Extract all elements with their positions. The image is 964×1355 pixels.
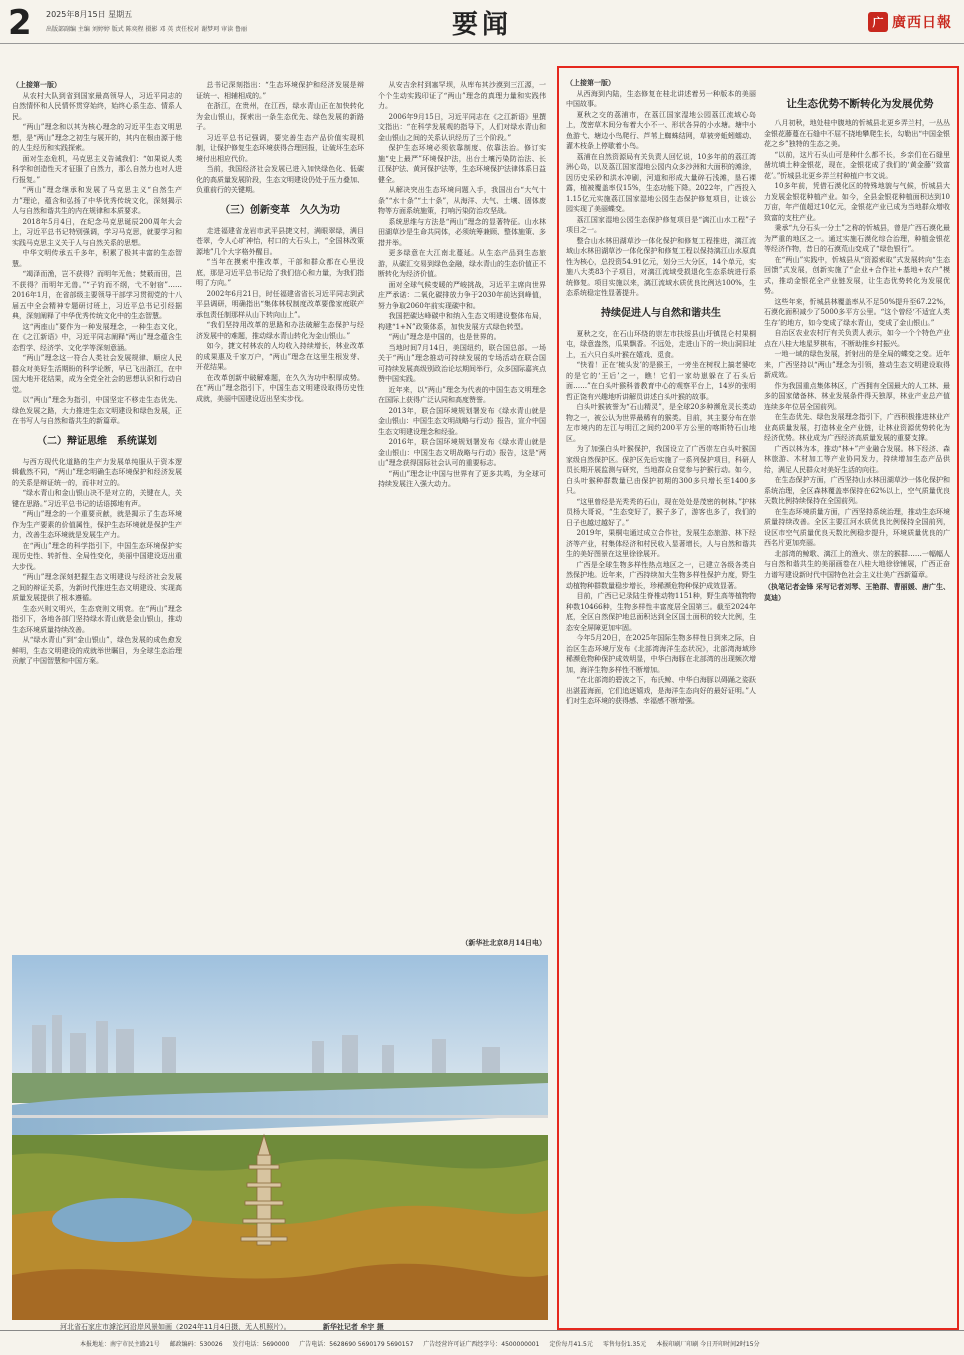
footer-phone: 发行电话：5690000 [232, 1340, 290, 1348]
paragraph: 总书记深刻指出：“生态环境保护和经济发展是辩证统一、相辅相成的。” [196, 81, 364, 100]
paragraph: 更多绿意在大江南北蔓延。从生态产品到生态旅游，从碳汇交易到绿色金融，绿水青山的生态价值正不断转化为经济价值。 [378, 249, 546, 278]
paragraph: 近年来，以“两山”理念为代表的中国生态文明理念在国际上获得广泛认同和高度赞誉。 [378, 385, 546, 404]
paragraph: 10多年前，凭借石漠化区的特殊地貌与气候，忻城县大力发展金银花种植产业。如今，全县金银花种植面积达到10万亩，年产值超过10亿元，金银花产业已成为当地群众增收致富的支柱产业。 [764, 182, 950, 222]
paragraph: 在生态优先、绿色发展理念指引下，广西积极推进林业产业高质量发展，打造林业全产业链，让林业资源优势转化为经济优势。林业成为广西经济高质量发展的重要支撑。 [764, 413, 950, 442]
footer-ad-phone: 广告电话：5628690 5690179 5690157 [299, 1340, 414, 1348]
paragraph: 在改革创新中破解难题，在久久为功中积厚成势。在“两山”理念指引下，中国生态文明建设取得历史性成就，美丽中国建设迈出坚实步伐。 [196, 373, 364, 403]
editor-credits: 出版部副编 主编 刘婷婷 版式 陈奕程 摄影 邓 英 责任校对 谢梦珂 审读 鲁丽 [46, 26, 247, 33]
paragraph: 习近平总书记强调，要完善生态产品价值实现机制，让保护修复生态环境获得合理回报，让破坏生态环境付出相应代价。 [196, 133, 364, 163]
left-article-column-1 [12, 80, 182, 952]
paragraph: 走进福建省龙岩市武平县捷文村，满眼翠绿，满目苍翠，令人心旷神怡，村口的大石头上，“全国林改策源地”几个大字格外醒目。 [196, 226, 364, 256]
paragraph: 2002年6月21日，时任福建省省长习近平同志到武平县调研，明确指出“集体林权制度改革要像家庭联产承包责任制那样从山下转向山上”。 [196, 289, 364, 319]
paragraph: 荔浦在自然资源局有关负责人回忆说，10多年前的荔江湾洲心岛，以及荔江国家湿地公园内众多沙洲和大面积的滩涂，因历史采砂和洪水冲刷，河道和形成大量碎石浅滩，垦石裸露，植被覆盖率仅15%，生态功能下降。2022年，广西投入1.15亿元实施荔江国家湿地公园生态保护修复项目，让该公园实现了美丽蝶变。 [566, 152, 756, 213]
paragraph: 2013年，联合国环境规划署发布《绿水青山就是金山银山：中国生态文明战略与行动》报告，宣介中国生态文明建设理念和经验。 [378, 406, 546, 436]
paragraph: 从安吉余村到塞罕坝，从库布其沙漠到三江源，一个个生动实践印证了“两山”理念的真理力量和实践伟力。 [378, 81, 546, 110]
paragraph: 生态兴则文明兴，生态衰则文明衰。在“两山”理念指引下，各地各部门坚持绿水青山就是金山银山，推动生态环境质量持续改善。 [12, 604, 182, 634]
left-part3 [196, 80, 364, 196]
right-article-column-1 [566, 78, 756, 1326]
article-byline: （执笔记者金锋 采写记者刘琴、王艳群、曹丽媛、唐广生、莫迪） [764, 582, 950, 602]
paragraph: 如今，捷文村林农的人均收入持续增长，林业改革的成果惠及千家万户，“两山”理念在这里生根发芽、开花结果。 [196, 342, 364, 371]
photo-caption-text: 河北省石家庄市滹沱河沿岸风景如画（2024年11月4日摄，无人机照片）。 [60, 1323, 291, 1331]
footer-license: 广告经营许可证广西经字号：4500000001 [423, 1340, 540, 1348]
paragraph: “我们坚持用改革的思路和办法破解生态保护与经济发展中的难题，推动绿水青山转化为金山银山。” [196, 321, 364, 340]
paragraph: 八月初秋，地处桂中腹地的忻城县北更乡弄兰村，一丛丛金银花藤蔓在石缝中不屈不挠地攀爬生长，勾勒出“中国金银花之乡”独特的生态之美。 [764, 119, 950, 148]
riverside-photo-image [12, 955, 548, 1320]
right-continued-tag: （上接第一版） [566, 78, 615, 87]
right-article-column-2 [764, 118, 950, 1326]
left-part5 [378, 80, 546, 332]
paragraph: 北部湾的鲸歌、漓江上的渔火、崇左的猴群……一幅幅人与自然和谐共生的美丽画卷在八桂大地徐徐铺展，广西正奋力谱写建设新时代中国特色社会主义壮美广西新篇章。 [764, 549, 950, 579]
footer-printer: 本报印刷厂印刷 今日开印时间2时15分 [656, 1340, 760, 1348]
paragraph: “两山”理念的一个重要贡献，就是揭示了生态环境作为生产要素的价值属性，保护生态环境就是保护生产力，改善生态环境就是发展生产力。 [12, 510, 182, 539]
paragraph: “以前，这片石头山可是种什么都不长，乡亲们在石缝里凿坑填土种金银花，现在，金银花成了我们的‘黄金藤’‘致富花’。”忻城县北更乡弄兰村种植户韦文说。 [764, 150, 950, 180]
section-title: 要闻 [452, 10, 513, 40]
paragraph: 中华文明传承五千多年，积累了极其丰富的生态智慧。 [12, 249, 182, 268]
paragraph: 夏秋之交，在石山环绕的崇左市扶绥县山圩镇昆仑村果桐屯，绿意盎然，瓜果飘香。不远处，走进山下的一块山洞旧址上，五六只白头叶猴在嬉戏、觅食。 [566, 329, 756, 359]
paragraph: 荔江国家湿地公园生态保护修复项目是“漓江山水工程”子项目之一。 [566, 215, 756, 234]
footer-price: 定价每月41.5元 [549, 1340, 593, 1348]
logo-text: 廣西日報 [892, 15, 952, 31]
paragraph: 在生态环境质量方面，广西坚持系统治理，推动生态环境质量持续改善。全区主要江河水质优良比例保持全国前列，设区市空气质量优良天数比例稳步提升，环境质量优良的广西名片更加亮丽。 [764, 507, 950, 547]
paragraph: 当地时间7月14日，美国纽约，联合国总部。一场关于“两山”理念推动可持续发展的专场活动在联合国可持续发展高级别政治论坛期间举行，众多国际嘉宾点赞中国实践。 [378, 343, 546, 383]
paragraph: “绿水青山和金山银山决不是对立的，关键在人，关键在思路。”习近平总书记的话语掷地有声。 [12, 489, 182, 508]
paragraph: “竭泽而渔，岂不获得？而明年无鱼；焚薮而田，岂不获得？而明年无兽。”“子钓而不纲，弋不射宿”……2016年1月，在省部级主要领导干部学习贯彻党的十八届五中全会精神专题研讨班上，习近平总书记引经据典，深刻阐释了中华优秀传统文化中的生态智慧。 [12, 270, 182, 320]
issue-date: 2025年8月15日 星期五 [46, 10, 133, 19]
paragraph: “当年在摸索中推改革，干部和群众都在心里没底，那是习近平总书记给了我们信心和力量，为我们指明了方向。” [196, 258, 364, 287]
paragraph: 这些年来，忻城县林覆盖率从不足50%提升至67.22%，石漠化面积减少了5000多平方公里。“这个曾经‘不适宜人类生存’的地方，如今变成了绿水青山，变成了金山银山。” [764, 297, 950, 327]
page-footer [0, 1330, 964, 1355]
paragraph: 在生态保护方面，广西坚持山水林田湖草沙一体化保护和系统治理，全区森林覆盖率保持在62%以上，空气质量优良天数比例持续保持在全国前列。 [764, 476, 950, 505]
paragraph: 与西方现代化道路的生产力发展单纯服从于资本逻辑截然不同，“两山”理念明确生态环境保护和经济发展的关系是辩证统一的，而非对立的。 [12, 457, 182, 487]
footer-postcode: 邮政编码：530026 [169, 1340, 223, 1348]
paragraph: 从农村大队到省到国家最高领导人，习近平同志的自然情怀和人民情怀贯穿始终，始终心系生态、情系人民。 [12, 91, 182, 121]
right-part-b [764, 118, 950, 580]
paragraph: 在“两山”实践中，忻城县从“资源索取”式发展转向“生态回馈”式发展，创新实施了“企业+合作社+基地+农户”模式，推动金银花全产业链发展，让生态优势转化为发展优势。 [764, 255, 950, 295]
left-article-column-2 [196, 80, 364, 952]
paragraph: 2006年9月15日，习近平同志在《之江新语》里撰文指出：“在科学发展观的指导下，人们对绿水青山和金山银山之间的关系认识经历了三个阶段。” [378, 112, 546, 142]
paragraph: “两山”理念继承和发展了马克思主义“自然生产力”理论，蕴含和弘扬了中华优秀传统文化，深刻揭示人与自然和谐共生的内在规律和本质要求。 [12, 186, 182, 215]
paragraph: 这“两座山”要作为一种发展理念，一种生态文化，在《之江新语》中，习近平同志阐释“两山”理念蕴含生态哲学、经济学、文化学等深刻意涵。 [12, 322, 182, 352]
paragraph: “两山”理念这一符合人类社会发展规律、顺应人民群众对美好生活期盼的科学论断，早已飞出浙江，在中国大地开花结果，成为全党全社会的思想认识和行动自觉。 [12, 354, 182, 394]
paragraph: 2016年，联合国环境规划署发布《绿水青山就是金山银山：中国生态文明战略与行动》报告，这是“两山”理念获得国际社会认可的重要标志。 [378, 438, 546, 467]
paragraph: 在浙江，在贵州，在江西，绿水青山正在加快转化为金山银山，探索出一条生态优先、绿色发展的新路子。 [196, 102, 364, 131]
paragraph: 白头叶猴被誉为“石山精灵”，是全球20多种濒危灵长类动物之一，被公认为世界最稀有的猴类。目前，其主要分布在崇左市境内的左江与明江之间约200平方公里的喀斯特石山地区。 [566, 403, 756, 443]
paragraph: 我国把碳达峰碳中和纳入生态文明建设整体布局，构建“1+N”政策体系，加快发展方式绿色转型。 [378, 312, 546, 331]
paragraph: 从西海到内陆，生态修复在桂北讲述着另一种版本的美丽中国故事。 [566, 89, 756, 108]
left-part2 [12, 457, 182, 667]
paragraph: 2019年，果桐屯通过成立合作社，发展生态旅游、林下经济等产业，村集体经济和村民收入显著增长，人与自然和谐共生的美好图景在这里徐徐展开。 [566, 529, 756, 558]
paragraph: 从“绿水青山”到“金山银山”，绿色发展的成色愈发鲜明，生态文明建设的成就举世瞩目，为全球生态治理贡献了中国智慧和中国方案。 [12, 636, 182, 665]
paragraph: 当前，我国经济社会发展已进入加快绿色化、低碳化的高质量发展阶段，生态文明建设仍处于压力叠加、负重前行的关键期。 [196, 165, 364, 194]
paragraph: 秉承“九分石头一分土”之称的忻城县，曾是广西石漠化最为严重的地区之一。通过实施石漠化综合治理，种植金银花等经济作物，昔日的石漠荒山变成了“绿色银行”。 [764, 224, 950, 253]
paragraph: 目前，广西已记录陆生脊椎动物1151种，野生高等植物物种数10466种，生物多样性丰富度居全国第三。截至2024年底，全区自然保护地总面积达到全区国土面积的较大比例，生态安全屏障更加牢固。 [566, 592, 756, 632]
paragraph: 作为我国重点集体林区，广西拥有全国最大的人工林、最多的国家储备林、林业发展条件得天独厚，林业产业总产值连续多年位居全国前列。 [764, 381, 950, 411]
paragraph: 系统思维与方法是“两山”理念的显著特征。山水林田湖草沙是生命共同体，必须统筹兼顾、整体施策、多措并举。 [378, 217, 546, 247]
left-part6 [378, 332, 546, 490]
right-subhead: 持续促进人与自然和谐共生 [601, 307, 721, 319]
paragraph: 面对全球气候变暖的严峻挑战，习近平主席向世界庄严承诺：二氧化碳排放力争于2030年前达到峰值，努力争取2060年前实现碳中和。 [378, 280, 546, 310]
paragraph: 2018年5月4日，在纪念马克思诞辰200周年大会上，习近平总书记特别强调，学习马克思，就要学习和实践马克思主义关于人与自然关系的思想。 [12, 217, 182, 247]
paragraph: 自治区农业农村厅有关负责人表示，如今一个个特色产业点在八桂大地星罗棋布，不断助推乡村振兴。 [764, 329, 950, 348]
page-number: 2 [8, 3, 32, 43]
right-part-a2 [566, 329, 756, 707]
subhead-3: （三）创新变革 久久为功 [220, 204, 340, 216]
left-part4 [196, 226, 364, 405]
paragraph: 今年5月20日，在2025年国际生物多样性日到来之际，自治区生态环境厅发布《北部湾海洋生态状况》，北部湾海域珍稀濒危物种保护成效明显，中华白海豚在北部湾的出现频次增加，海洋生物多样性不断增加。 [566, 634, 756, 674]
paragraph: 为了加强白头叶猴保护，我国设立了广西崇左白头叶猴国家级自然保护区。保护区先后实施了一系列保护项目，科研人员长期开展监测与研究，当地群众自觉参与护猴行动。如今，白头叶猴种群数量已由保护初期的300多只增长至1400多只。 [566, 445, 756, 495]
riverside-photo [12, 955, 548, 1320]
paragraph: “两山”理念是中国的，也是世界的。 [388, 333, 501, 341]
left-dateline: （新华社北京8月14日电） [461, 938, 546, 947]
paragraph: 面对生态危机，马克思主义告诫我们：“如果说人类科学和创造性天才征服了自然力，那么自然力也对人进行报复。” [12, 154, 182, 184]
paragraph: 从解决突出生态环境问题入手，我国出台“大气十条”“水十条”“土十条”，从海洋、大气、土壤、固体废物等方面系统施策，打响污染防治攻坚战。 [378, 186, 546, 215]
paragraph: 保护生态环境必须依靠制度、依靠法治。修订实施“史上最严”环境保护法，出台土壤污染防治法、长江保护法、黄河保护法等，生态环境保护法律体系日益健全。 [378, 144, 546, 184]
left-part1 [12, 91, 182, 427]
logo-seal-icon: 广 [868, 12, 888, 32]
paragraph: 一地一域的绿色发展，折射出的是全局的蝶变之变。近年来，广西坚持以“两山”理念为引领，推动生态文明建设取得新成效。 [764, 350, 950, 379]
paragraph: 广西是全球生物多样性热点地区之一，已建立各级各类自然保护地。近年来，广西持续加大生物多样性保护力度，野生动植物种群数量稳步增长，珍稀濒危物种保护成效显著。 [566, 560, 756, 590]
paragraph: “这里曾经是光秃秃的石山，现在处处是茂密的树林。”护林员杨大哥说，“生态变好了，猴子多了，游客也多了，我们的日子也越过越好了。” [566, 497, 756, 527]
masthead [0, 0, 964, 44]
photo-credit: 新华社记者 牟宇 摄 [322, 1323, 384, 1331]
paragraph: “两山”理念和以其为核心理念的习近平生态文明思想，是“两山”理念之初生与展开的，其内在根由源于他的人生经历和实践探索。 [12, 123, 182, 152]
footer-retail: 零售每份1.35元 [602, 1340, 647, 1348]
continued-tag: （上接第一版） [12, 80, 61, 89]
right-article-title: 让生态优势不断转化为发展优势 [786, 98, 934, 110]
paragraph: 在“两山”理念的科学指引下，中国生态环境保护实现历史性、转折性、全局性变化，美丽中国建设迈出重大步伐。 [12, 541, 182, 571]
paragraph: “在北部湾的碧波之下，布氏鲸、中华白海豚以碍踊之姿跃出湛蓝海面，它们追逐嬉戏，是海洋生态向好的最好证明。”人们对生态环境的获得感、幸福感不断增强。 [566, 676, 756, 705]
paragraph: “两山”理念让中国与世界有了更多共鸣，为全球可持续发展注入强大动力。 [378, 469, 546, 488]
paragraph: 夏秋之交的荔浦市，在荔江国家湿地公园荔江流域心岛上，茂密草木间分布着大小不一、形状各异的小水塘。塘中小鱼游弋、塘边小鸟爬行、芦苇上蜘蛛结网，草被旁蚯蚓蠕动、灌木枝条上停歇着小鸟。 [566, 110, 756, 150]
paragraph: 以“两山”理念为指引，中国坚定不移走生态优先、绿色发展之路，大力推进生态文明建设和绿色发展，正在书写人与自然和谐共生的新篇章。 [12, 396, 182, 425]
paragraph: 整合山水林田湖草沙一体化保护和修复工程推进，漓江流域山水林田湖草沙一体化保护和修复工程以保持漓江山水原真性为核心，总投资54.91亿元，划分三大分区，14个单元，实施八大类83个子项目，对漓江流域受损退化生态系统进行系统修复。项目实施以来，漓江流域水质优良比例达100%，生态系统稳定性显著提升。 [566, 236, 756, 297]
newspaper-logo [868, 10, 952, 34]
paragraph: “两山”理念深刻把握生态文明建设与经济社会发展之间的辩证关系，为新时代推进生态文明建设、实现高质量发展提供了根本遵循。 [12, 573, 182, 602]
footer-address: 本报地址：南宁市民主路21号 [80, 1340, 160, 1348]
subhead-2: （二）辩证思维 系统谋划 [37, 435, 157, 447]
paragraph: 广西以林为本，推动“林+”产业融合发展。林下经济、森林旅游、木材加工等产业协同发力，持续增加生态产品供给，满足人民群众对美好生活的向往。 [764, 444, 950, 474]
left-article-column-3 [378, 80, 546, 944]
right-part-a [566, 89, 756, 299]
paragraph: “快看！正在‘梳头发’的是猴王，一旁坐在树杈上搞老婆吃的是它的‘王后’之一，瞧！它们一家幼崽躲在了石头后面……”在白头叶猴科普教育中心的观察平台上，14岁的张明哲正饶有兴趣地听讲解员讲述白头叶猴的故事。 [566, 361, 756, 401]
